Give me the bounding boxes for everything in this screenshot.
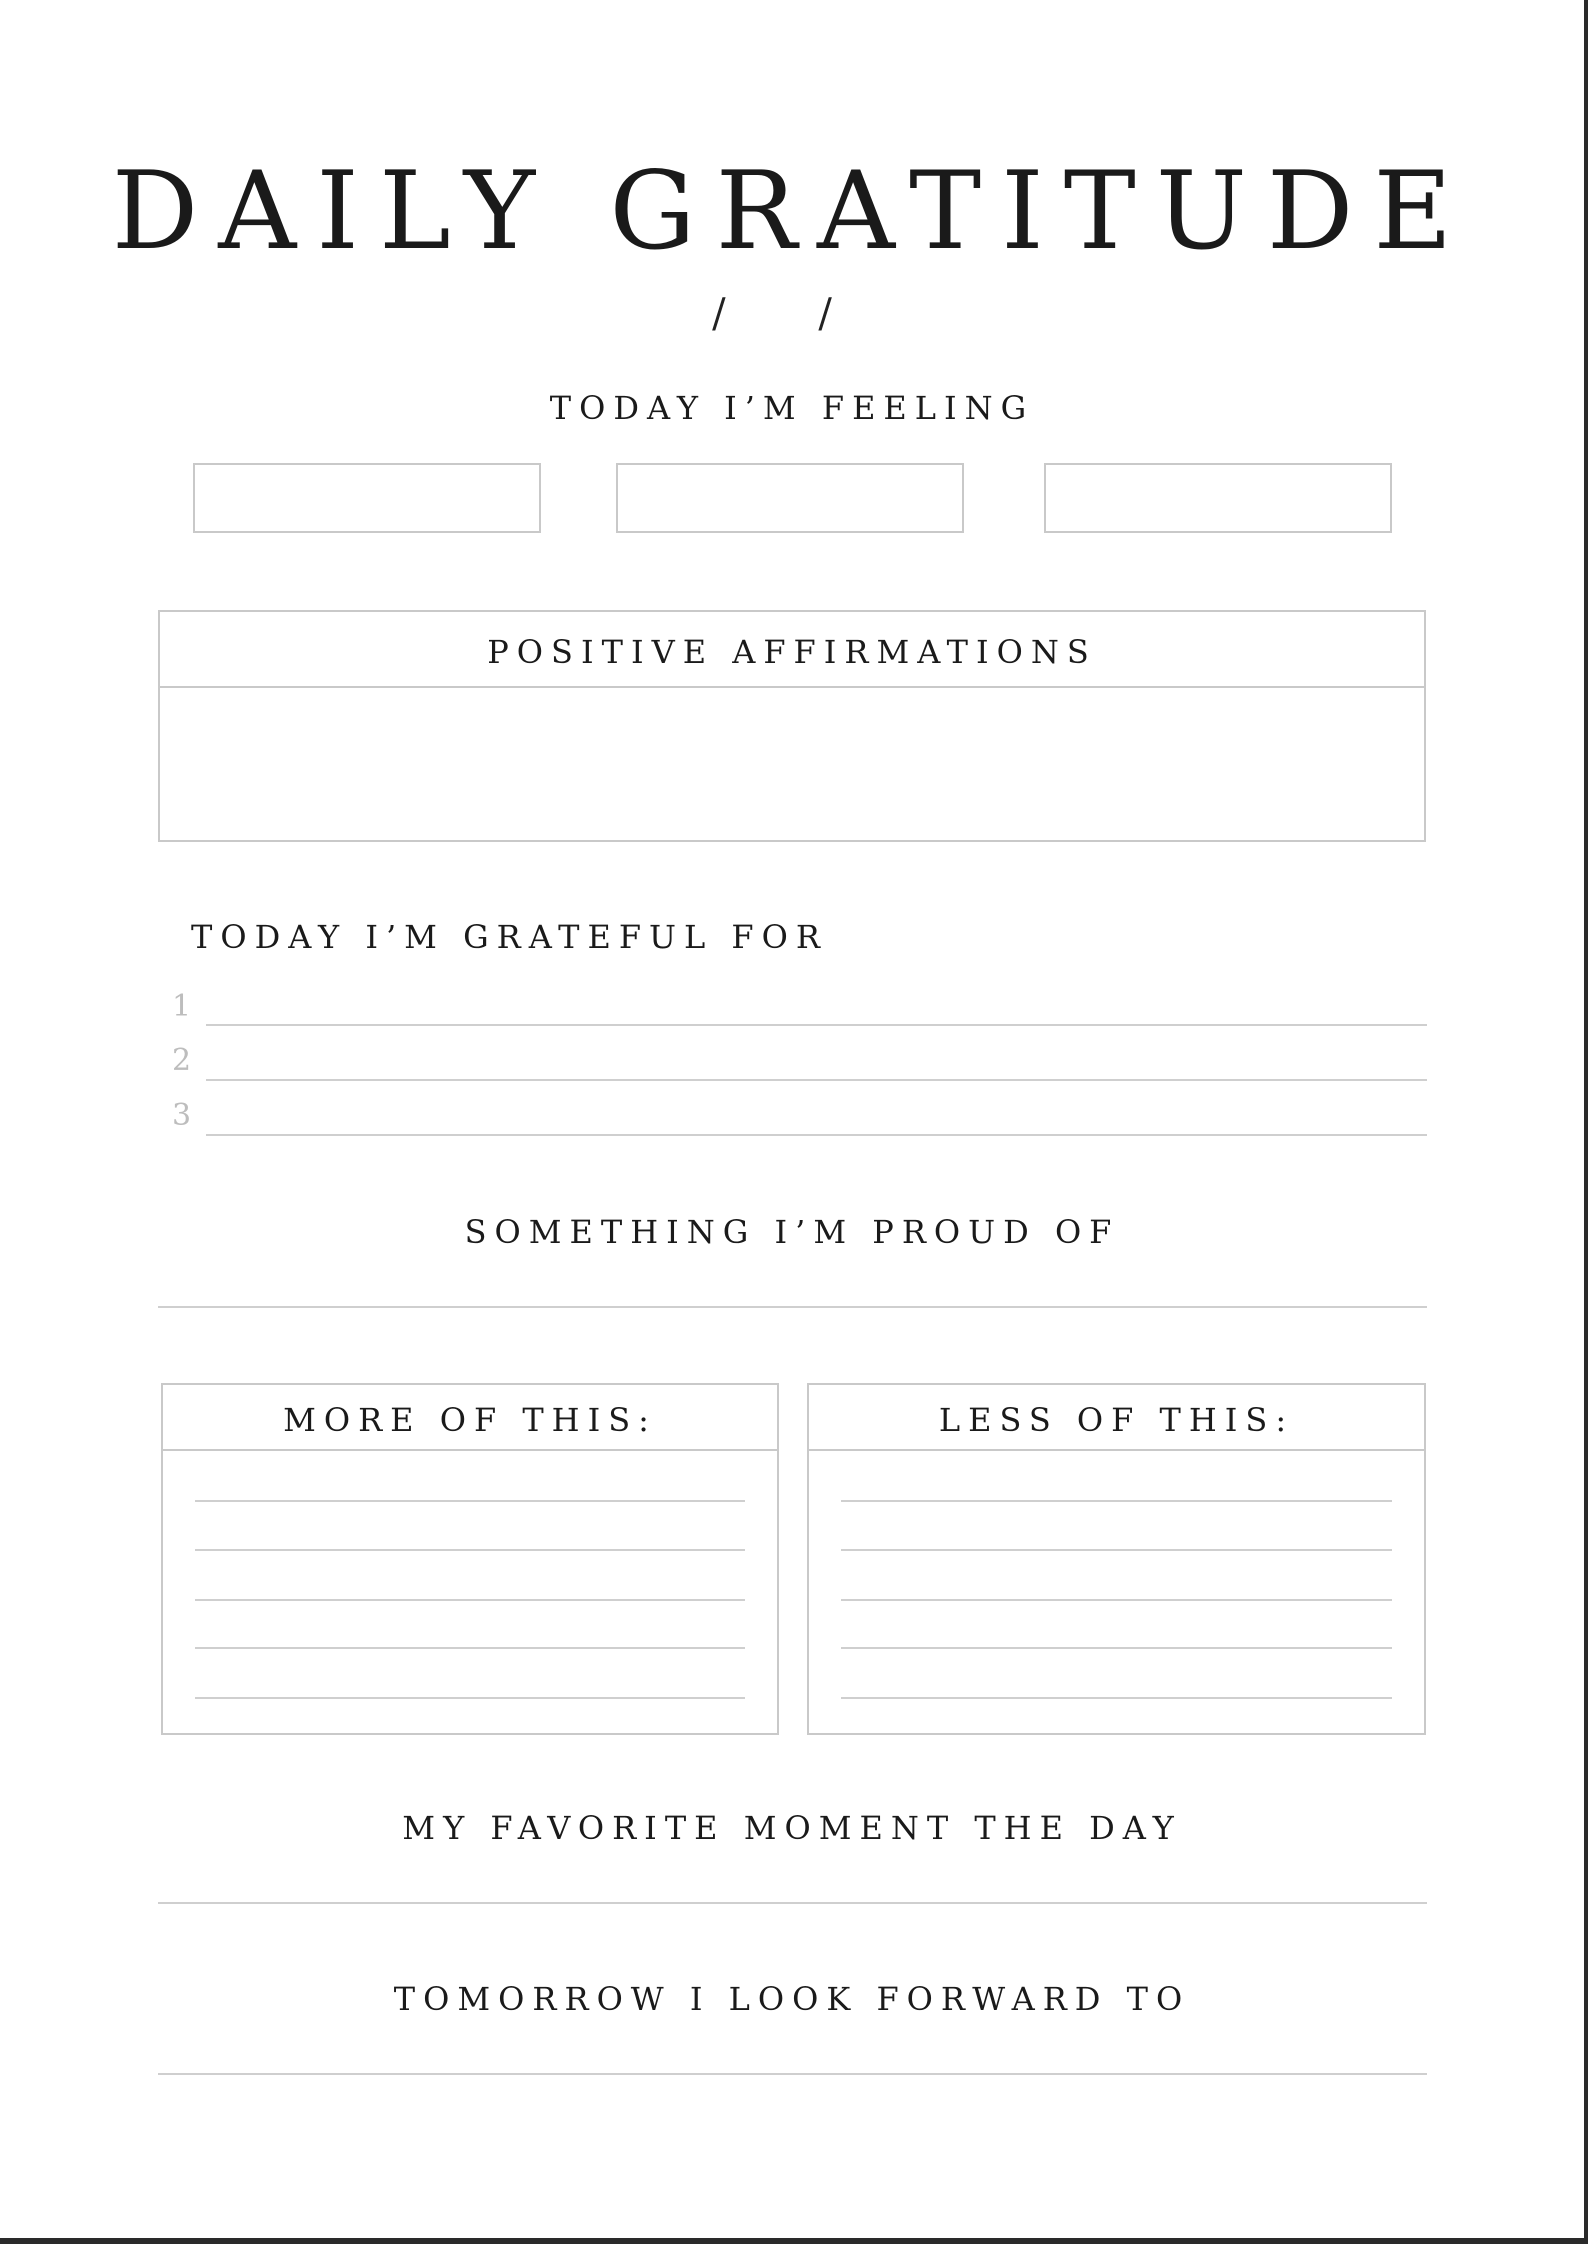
page-title: DAILY GRATITUDE: [111, 149, 1473, 274]
less-of-this-line-5[interactable]: [841, 1697, 1392, 1699]
proud-label: SOMETHING I’M PROUD OF: [464, 1213, 1120, 1251]
grateful-number-1: 1: [172, 989, 192, 1024]
less-of-this-line-3[interactable]: [841, 1599, 1392, 1601]
feeling-box-2[interactable]: [616, 463, 964, 533]
grateful-line-1[interactable]: [206, 1024, 1427, 1026]
more-of-this-divider: [161, 1449, 779, 1451]
less-of-this-divider: [807, 1449, 1426, 1451]
more-of-this-line-4[interactable]: [195, 1647, 745, 1649]
affirmations-label: POSITIVE AFFIRMATIONS: [487, 633, 1097, 671]
favorite-moment-line[interactable]: [158, 1902, 1427, 1904]
feeling-box-1[interactable]: [193, 463, 541, 533]
grateful-line-2[interactable]: [206, 1079, 1427, 1081]
less-of-this-line-2[interactable]: [841, 1549, 1392, 1551]
affirmations-input[interactable]: [160, 690, 1424, 840]
grateful-number-3: 3: [172, 1098, 192, 1133]
more-of-this-line-1[interactable]: [195, 1500, 745, 1502]
feeling-box-3[interactable]: [1044, 463, 1392, 533]
date-field[interactable]: / /: [712, 291, 872, 337]
grateful-number-2: 2: [172, 1043, 192, 1078]
more-of-this-line-2[interactable]: [195, 1549, 745, 1551]
affirmations-divider: [158, 686, 1426, 688]
more-of-this-line-5[interactable]: [195, 1697, 745, 1699]
favorite-moment-label: MY FAVORITE MOMENT THE DAY: [402, 1809, 1182, 1847]
feeling-label: TODAY I’M FEELING: [549, 389, 1035, 427]
less-of-this-line-1[interactable]: [841, 1500, 1392, 1502]
proud-line[interactable]: [158, 1306, 1427, 1308]
grateful-label: TODAY I’M GRATEFUL FOR: [191, 918, 828, 956]
more-of-this-label: MORE OF THIS:: [283, 1401, 657, 1439]
less-of-this-line-4[interactable]: [841, 1647, 1392, 1649]
tomorrow-line[interactable]: [158, 2073, 1427, 2075]
grateful-line-3[interactable]: [206, 1134, 1427, 1136]
less-of-this-label: LESS OF THIS:: [938, 1401, 1295, 1439]
more-of-this-line-3[interactable]: [195, 1599, 745, 1601]
tomorrow-label: TOMORROW I LOOK FORWARD TO: [393, 1980, 1191, 2018]
